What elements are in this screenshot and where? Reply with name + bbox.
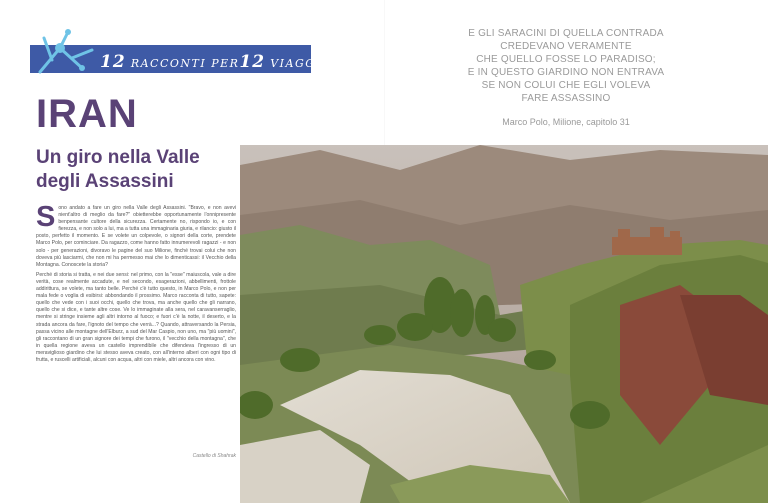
series-logo-icon [30, 28, 100, 78]
article-title: Un giro nella Valle degli Assassini [36, 147, 200, 192]
quote-line-3: CHE QUELLO FOSSE LO PARADISO; [476, 54, 656, 65]
valley-photo [240, 145, 768, 503]
quote-line-4: E IN QUESTO GIARDINO NON ENTRAVA [467, 67, 665, 78]
drop-cap: S [36, 201, 56, 233]
pull-quote [466, 27, 666, 105]
series-title [100, 52, 321, 72]
quote-line-1: E GLI SARACINI DI QUELLA CONTRADA [468, 28, 664, 39]
series-word-1: RACCONTI PER [130, 57, 240, 70]
paragraph-1 [36, 201, 236, 269]
country-title: IRAN [36, 92, 138, 136]
series-number-2: 12 [239, 52, 266, 72]
quote-attribution: Marco Polo, Milione, capitolo 31 [502, 117, 630, 127]
quote-line-2: CREDEVANO VERAMENTE [500, 41, 632, 52]
paragraph-1-text: ono andato a fare un giro nella Valle degli Assassini. "Bravo, e non avevi nient'altro di meglio da fare?" obietterebbe opportunamente l'onnipresente benpensante cultore della sicurezza. Certamente no, rispondo io, e con fierezza, e non solo a lui, ma a tutta una immaginaria giuria, e rilancio: giusto il posto, perfetto il momento. E se volete un colpevole, o signori della corte, prendete Marco Polo, per cominciare. Da ragazzo, come hanno fatto innumerevoli ragazzi - e non solo - per generazioni, divoravo le pagine del suo Milione, finché trovai colui che non doveva più lasciarmi, che non mi ha permesso mai che lo dimenticassi: il Vecchio della Montagna. Conoscete la storia? [36, 205, 236, 268]
quote-line-5: SE NON COLUI CHE EGLI VOLEVA [481, 80, 651, 91]
article-body [36, 201, 236, 367]
series-word-2: VIAGGI [270, 57, 322, 70]
paragraph-2: Perché di storia si tratta, e nei due sensi: nel primo, con la "esse" maiuscola, vale a dire verità, cose realmente accadute, e nel secondo, esagerazioni, abbellimenti, frottole addirittura, se volete, ma tanto belle. Perché c'è tutto questo, in Marco Polo, e non per mala fede o voglia di esibirsi: abbondando il prossimo. Marco racconta di tutto, sapete: quello che vede con i suoi occhi, quello che trova, ma anche quello che gli narrano, quello che si dice, e tante altre cose. Ve lo immaginate alla sera, nel caravanserraglio, mentre si stringe insieme agli altri intorno al fuoco; e fuori c'è la notte, il deserto, e la strada ancora da fare, l'ignoto del tempo che verrà...? Quando, attraversando la Persia, passa vicino alle montagne dell'Elburz, a sud del Mar Caspio, non uno, ma "più uomini", gli raccontano di un gran signore dei tempi che furono, il "vecchio della montagna", che in quella regione aveva un castello imprendibile che difendeva l'ingresso di un meraviglioso giardino che lui stesso aveva creato, con all'interno alberi con ogni tipo di frutta, e ruscelli artificiali, alcuni con acqua, altri con miele, altri ancora con vino. [36, 271, 236, 363]
quote-line-6: FARE ASSASSINO [521, 93, 611, 104]
series-number-1: 12 [100, 52, 126, 72]
photo-caption: Castello di Shahrak [192, 453, 236, 459]
